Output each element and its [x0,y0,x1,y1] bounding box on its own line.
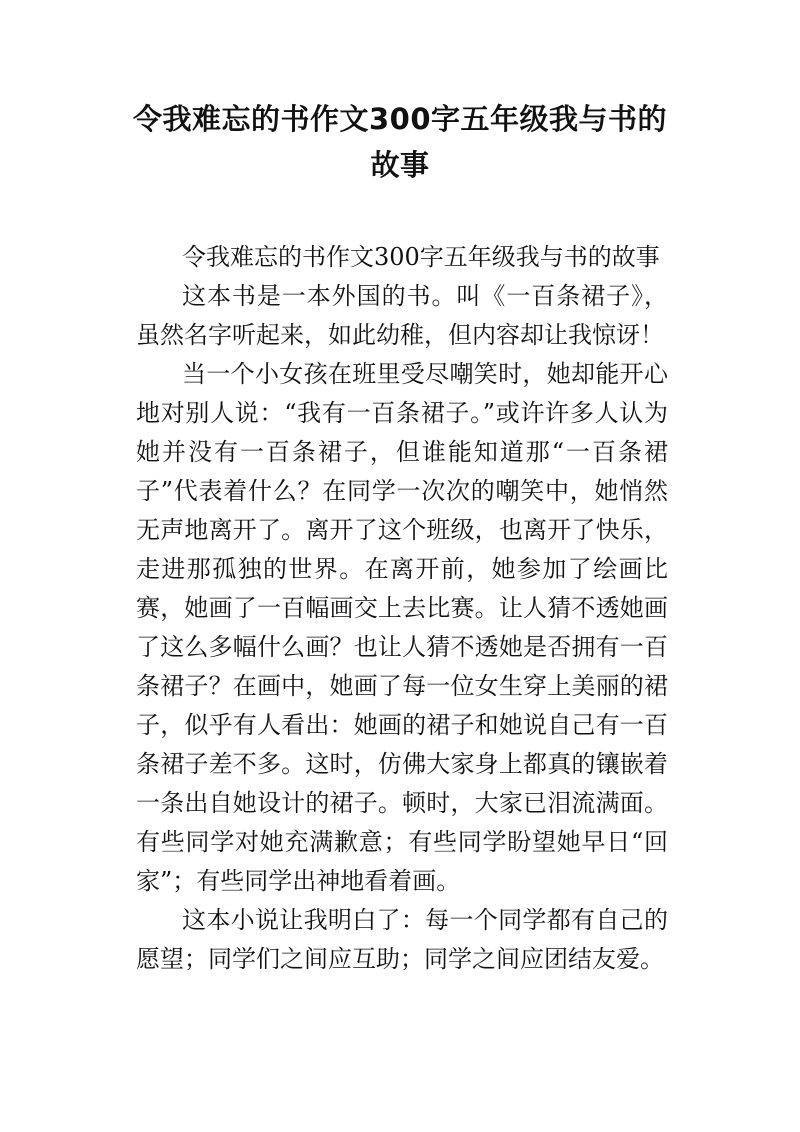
paragraph-conclusion: 这本小说让我明白了：每一个同学都有自己的愿望；同学们之间应互助；同学之间应团结友爱。 [136,906,668,973]
document-body [136,238,668,979]
document-title: 令我难忘的书作文300字五年级我与书的故事 [132,102,668,182]
paragraph-intro: 这本书是一本外国的书。叫《一百条裙子》，虽然名字听起来，如此幼稚，但内容却让我惊讶！ [136,282,668,349]
paragraph-story: 当一个小女孩在班里受尽嘲笑时，她却能开心地对别人说：“我有一百条裙子。”或许许多人认为她并没有一百条裙子，但谁能知道那“一百条裙子”代表着什么？在同学一次次的嘲笑中，她悄然无声地离开了。离开了这个班级，也离开了快乐，走进那孤独的世界。在离开前，她参加了绘画比赛，她画了一百幅画交上去比赛。让人猜不透她画了这么多幅什么画？也让人猜不透她是否拥有一百条裙子？在画中，她画了每一位女生穿上美丽的裙子，似乎有人看出：她画的裙子和她说自己有一百条裙子差不多。这时，仿佛大家身上都真的镶嵌着一条出自她设计的裙子。顿时，大家已泪流满面。有些同学对她充满歉意；有些同学盼望她早日“回家”；有些同学出神地看着画。 [136,360,668,895]
paragraph-heading-repeat: 令我难忘的书作文300字五年级我与书的故事 [182,243,660,271]
